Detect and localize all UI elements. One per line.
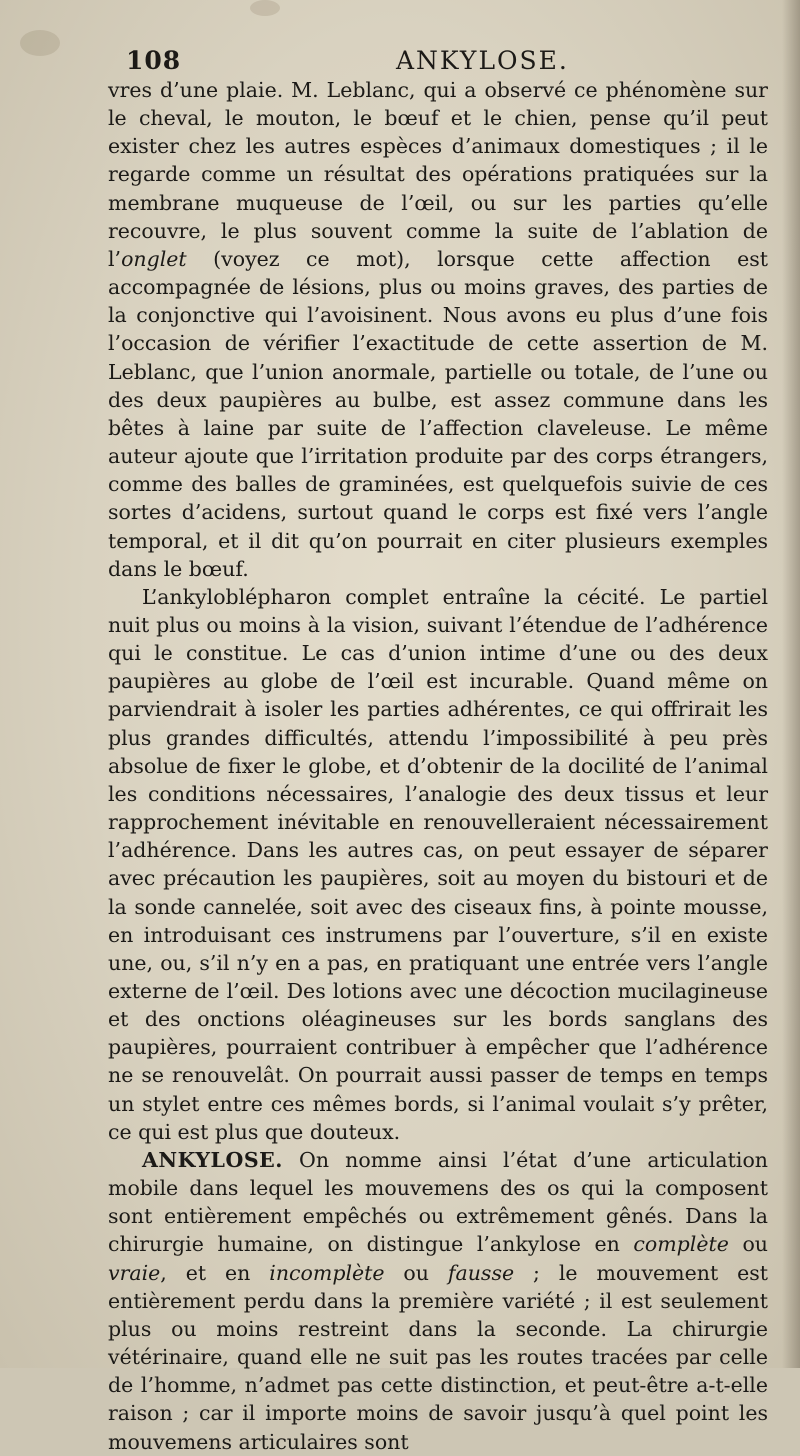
paper-stain <box>20 30 60 56</box>
italic-term: onglet <box>121 246 187 271</box>
paragraph-text: ou <box>728 1232 769 1257</box>
paragraph-text: (voyez ce mot), lorsque cette affection est accompagnée de lésions, plus ou moins graves, des parties de la conjonctive qui l’avoisinent. Nous avons eu plus d’une fois l’occasion de vérifier l’exactitude de cette assertion de M. Leblanc, que l’union anormale, partielle ou totale, de l’une ou des deux paupières au bulbe, est assez commune dans les bêtes à laine par suite de l’affection claveleuse. Le même auteur ajoute que l’irritation produite par des corps étrangers, comme des balles de graminées, est quelquefois suivie de ces sortes d’acidens, surtout quand le corps est fixé vers l’angle temporal, et il dit qu’on pourrait en citer plusieurs exemples dans le bœuf. <box>108 246 768 581</box>
paragraph-text: L’ankyloblépharon complet entraîne la cécité. Le partiel nuit plus ou moins à la vision, suivant l’étendue de l’adhérence qui le constitue. Le cas d’union intime d’une ou des deux paupières au globe de l’œil est incurable. Quand même on parviendrait à isoler les parties adhérentes, ce qui offrirait les plus grandes difficultés, attendu l’impossibilité à peu près absolue de fixer le globe, et d’obtenir de la docilité de l’animal les conditions nécessaires, l’analogie des deux tissus et leur rapprochement inévitable en renouvelleraient nécessairement l’adhérence. Dans les autres cas, on peut essayer de séparer avec précaution les paupières, soit au moyen du bistouri et de la sonde cannelée, soit avec des ciseaux fins, à pointe mousse, en introduisant ces instrumens par l’ouverture, s’il en existe une, ou, s’il n’y en a pas, en pratiquant une entrée vers l’angle externe de l’œil. Des lotions avec une décoction mucilagineuse et des onctions oléagineuses sur les bords sanglans des paupières, pourraient contribuer à empêcher que l’adhérence ne se renouvelât. On pourrait aussi passer de temps en temps un stylet entre ces mêmes bords, si l’animal voulait s’y prêter, ce qui est plus que douteux. <box>108 584 768 1144</box>
paper-stain <box>250 0 280 16</box>
running-head: ANKYLOSE. <box>396 46 569 75</box>
page-number: 108 <box>126 46 182 75</box>
paragraph-continuation <box>108 76 768 583</box>
italic-term: vraie <box>108 1260 161 1285</box>
body-text <box>108 76 768 1456</box>
italic-term: fausse <box>447 1260 515 1285</box>
paragraph-text: , et en <box>160 1260 270 1285</box>
page-edge-shadow <box>782 0 800 1368</box>
paragraph-ankyloblepharon <box>108 583 768 1146</box>
italic-term: complète <box>633 1232 729 1257</box>
paragraph-text: ; le mouvement est entièrement perdu dans la première variété ; il est seulement plus ou moins restreint dans la seconde. La chirurgie vétérinaire, quand elle ne suit pas les routes tracées par celle de l’homme, n’admet pas cette distinction, et peut-être a-t-elle raison ; car il importe moins de savoir jusqu’à quel point les mouvemens articulaires sont <box>108 1260 768 1454</box>
italic-term: incomplète <box>269 1260 385 1285</box>
entry-headword: ANKYLOSE. <box>142 1147 283 1172</box>
paragraph-ankylose <box>108 1146 768 1456</box>
paragraph-text: ou <box>384 1260 448 1285</box>
paragraph-text: On nomme ainsi l’état d’une articulation mobile dans lequel les mouvemens des os qui la composent sont entièrement empêchés ou extrêmement gênés. Dans la chirurgie humaine, on distingue l’ankylose en <box>108 1147 768 1257</box>
paragraph-text: vres d’une plaie. M. Leblanc, qui a observé ce phénomène sur le cheval, le mouton, le bœuf et le chien, pense qu’il peut exister chez les autres espèces d’animaux domestiques ; il le regarde comme un résultat des opérations pratiquées sur la membrane muqueuse de l’œil, ou sur les parties qu’elle recouvre, le plus souvent comme la suite de l’ablation de l’ <box>108 78 768 271</box>
page-header <box>126 42 766 80</box>
